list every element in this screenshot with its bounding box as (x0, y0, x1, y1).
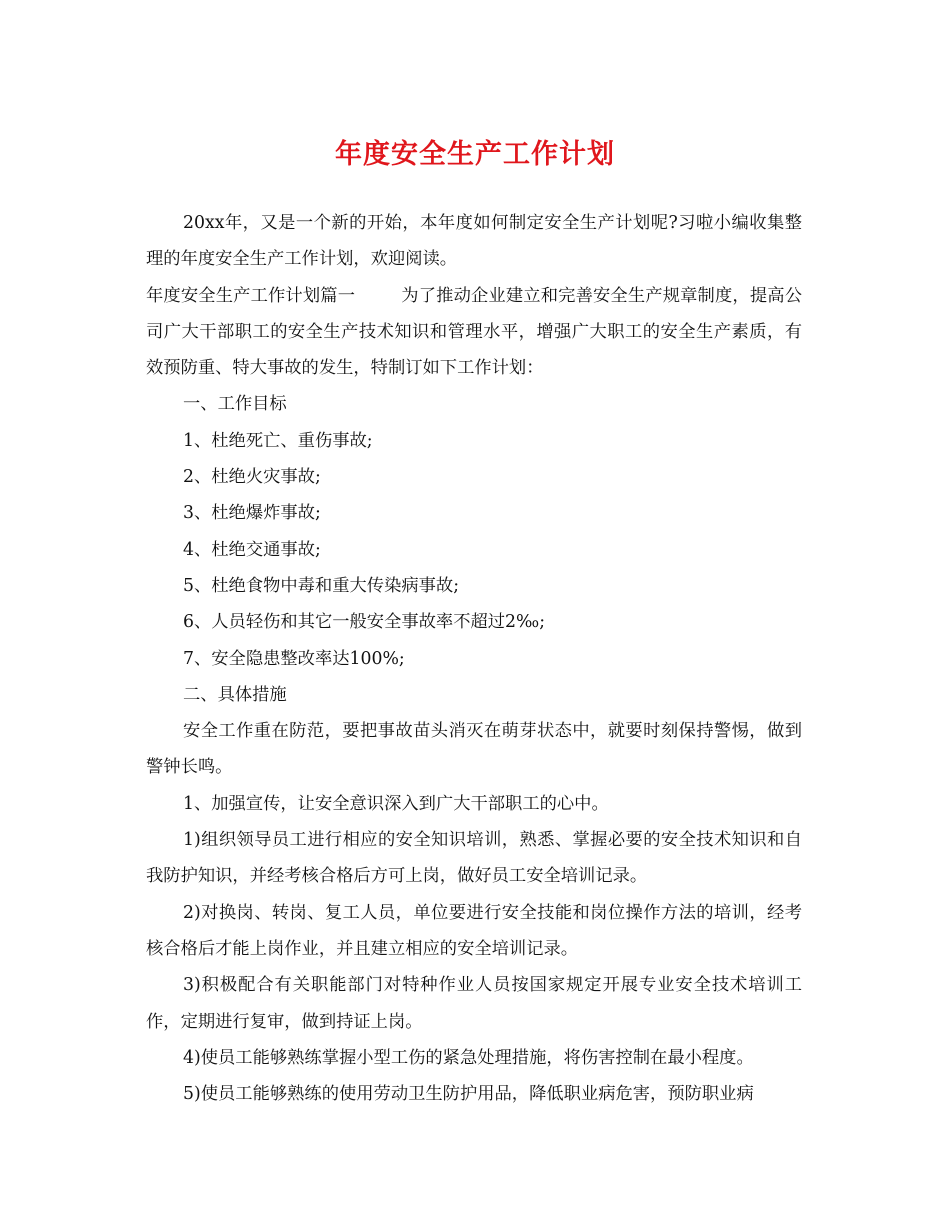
measures-heading: 二、具体措施 (183, 684, 287, 705)
document-body (146, 205, 802, 1112)
measures-intro: 安全工作重在防范，要把事故苗头消灭在萌芽状态中，就要时刻保持警惕，做到警钟长鸣。 (146, 721, 802, 778)
sub-item: 2)对换岗、转岗、复工人员，单位要进行安全技能和岗位操作方法的培训，经考核合格后才能上岗作业，并且建立相应的安全培训记录。 (146, 902, 802, 959)
section-paragraph (146, 278, 802, 387)
goal-item: 1、杜绝死亡、重伤事故; (183, 430, 373, 451)
measure-item: 1、加强宣传，让安全意识深入到广大干部职工的心中。 (183, 793, 609, 814)
section-text: 为了推动企业建立和完善安全生产规章制度，提高公司广大干部职工的安全生产技术知识和管理水平，增强广大职工的安全生产素质，有效预防重、特大事故的发生，特制订如下工作计划： (146, 285, 802, 379)
goal-item: 3、杜绝爆炸事故; (183, 503, 321, 524)
document-title: 年度安全生产工作计划 (335, 139, 615, 170)
sub-item: 3)积极配合有关职能部门对特种作业人员按国家规定开展专业安全技术培训工作，定期进行复审，做到持证上岗。 (146, 975, 802, 1032)
sub-item: 1)组织领导员工进行相应的安全知识培训，熟悉、掌握必要的安全技术知识和自我防护知识，并经考核合格后方可上岗，做好员工安全培训记录。 (146, 830, 802, 887)
goal-item: 5、杜绝食物中毒和重大传染病事故; (183, 575, 460, 596)
sub-item: 4)使员工能够熟练掌握小型工伤的紧急处理措施，将伤害控制在最小程度。 (183, 1047, 754, 1068)
goal-item: 4、杜绝交通事故; (183, 539, 321, 560)
goal-item: 2、杜绝火灾事故; (183, 467, 321, 488)
goal-item: 6、人员轻伤和其它一般安全事故率不超过2‰; (183, 612, 546, 633)
sub-item: 5)使员工能够熟练的使用劳动卫生防护用品，降低职业病危害，预防职业病 (183, 1084, 754, 1105)
goals-heading: 一、工作目标 (183, 394, 287, 415)
goal-item: 7、安全隐患整改率达100%; (183, 648, 405, 669)
intro-paragraph: 20xx年，又是一个新的开始，本年度如何制定安全生产计划呢?习啦小编收集整理的年度安全生产工作计划，欢迎阅读。 (146, 213, 802, 270)
section-label: 年度安全生产工作计划篇一 (146, 285, 356, 306)
